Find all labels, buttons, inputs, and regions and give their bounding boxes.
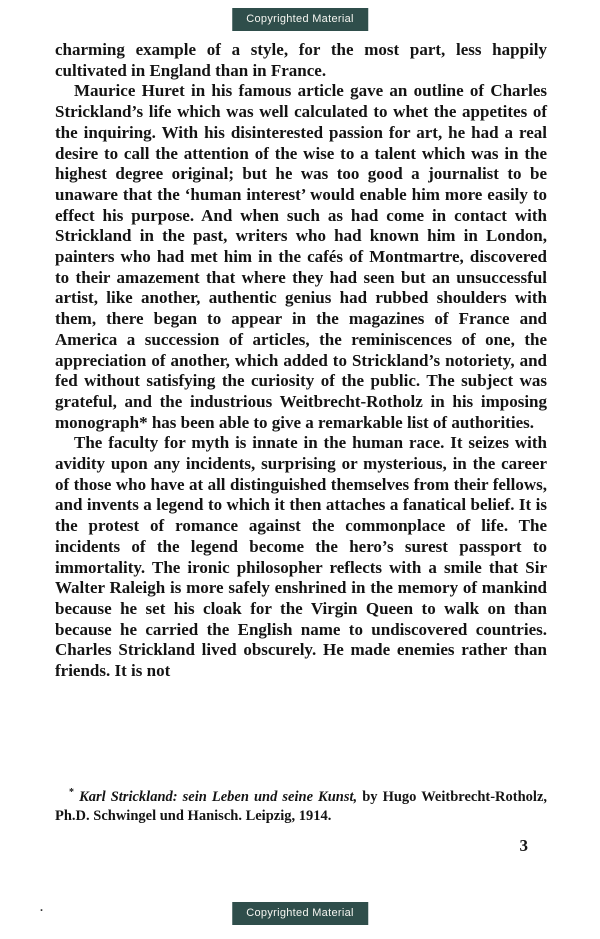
paragraph-2: Maurice Huret in his famous article gave an outline of Charles Strickland’s life which was well calculated to whet the appetites of the inquiring. With his disinterested passion for art, he had a real desire to call the attention of the wise to a talent which was in the highest degree original; but he was too good a journalist to be unaware that the ‘human interest’ would enable him more easily to effect his purpose. And when such as had come in contact with Strickland in the past, writers who had known him in London, painters who had met him in the cafés of Montmartre, discovered to their amazement that where they had seen but an unsuccessful artist, like another, authentic genius had rubbed shoulders with them, there began to appear in the magazines of France and America a succession of articles, the reminiscences of one, the appreciation of another, which added to Strickland’s notoriety, and fed without satisfying the curiosity of the public. The subject was grateful, and the industrious Weitbrecht-Rotholz in his imposing monograph* has been able to give a remarkable list of authorities.	[55, 81, 547, 432]
paragraph-3: The faculty for myth is innate in the human race. It seizes with avidity upon any incidents, surprising or mysterious, in the career of those who have at all distinguished themselves from their fellows, and invents a legend to which it then attaches a fanatical belief. It is the protest of romance against the commonplace of life. The incidents of the legend become the hero’s surest passport to immortality. The ironic philosopher reflects with a smile that Sir Walter Raleigh is more safely enshrined in the memory of mankind because he set his cloak for the Virgin Queen to walk on than because he carried the English name to undiscovered countries. Charles Strickland lived obscurely. He made enemies rather than friends. It is not	[55, 433, 547, 681]
footnote-marker: *	[69, 787, 74, 798]
copyright-banner-top	[232, 8, 368, 31]
footnote-citation: by Hugo Weitbrecht-Rotholz, Ph.D. Schwingel und Hanisch. Leipzig, 1914.	[55, 788, 548, 824]
copyright-banner-bottom	[232, 902, 368, 925]
footnote-title: Karl Strickland: sein Leben und seine Kunst,	[79, 788, 358, 805]
paragraph-1: charming example of a style, for the most part, less happily cultivated in England than in France.	[55, 40, 547, 80]
copyright-banner-top-label: Copyrighted Material	[246, 13, 354, 25]
copyright-banner-bottom-label: Copyrighted Material	[246, 907, 354, 919]
footnote	[55, 783, 547, 826]
stray-mark: .	[40, 900, 43, 914]
body-text	[55, 40, 547, 682]
page-number: 3	[519, 836, 528, 855]
